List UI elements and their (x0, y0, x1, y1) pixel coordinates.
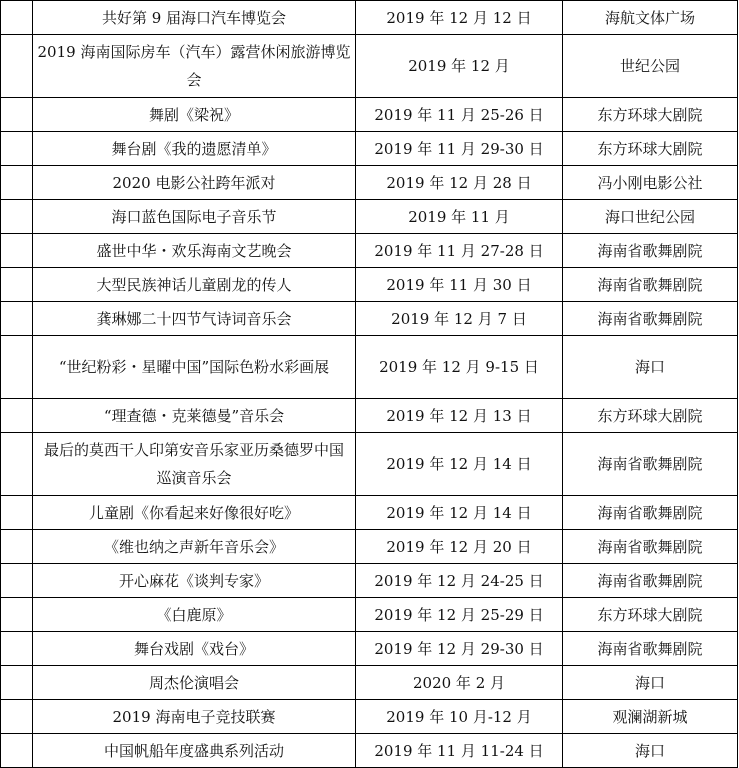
index-cell (1, 200, 33, 234)
event-name-cell: 《维也纳之声新年音乐会》 (33, 530, 356, 564)
index-cell (1, 632, 33, 666)
event-name-cell: 大型民族神话儿童剧龙的传人 (33, 268, 356, 302)
table-row (1, 433, 738, 496)
event-name-cell: 周杰伦演唱会 (33, 666, 356, 700)
events-table-body (1, 1, 738, 768)
table-row (1, 632, 738, 666)
table-row (1, 666, 738, 700)
event-venue-cell: 海南省歌舞剧院 (563, 234, 738, 268)
event-venue-cell: 海口 (563, 734, 738, 768)
index-cell (1, 598, 33, 632)
event-date-cell: 2019 年 12 月 28 日 (356, 166, 563, 200)
event-venue-cell: 冯小刚电影公社 (563, 166, 738, 200)
event-name-cell: 2020 电影公社跨年派对 (33, 166, 356, 200)
event-date-cell: 2019 年 12 月 7 日 (356, 302, 563, 336)
event-name-cell: 最后的莫西干人印第安音乐家亚历桑德罗中国巡演音乐会 (33, 433, 356, 496)
index-cell (1, 399, 33, 433)
event-date-cell: 2019 年 12 月 14 日 (356, 496, 563, 530)
event-date-cell: 2019 年 11 月 25-26 日 (356, 98, 563, 132)
event-date-cell: 2019 年 12 月 20 日 (356, 530, 563, 564)
event-date-cell: 2019 年 12 月 13 日 (356, 399, 563, 433)
index-cell (1, 166, 33, 200)
event-name-cell: 《白鹿原》 (33, 598, 356, 632)
event-name-cell: 舞剧《梁祝》 (33, 98, 356, 132)
table-row (1, 399, 738, 433)
event-date-cell: 2019 年 11 月 30 日 (356, 268, 563, 302)
event-date-cell: 2019 年 12 月 12 日 (356, 1, 563, 35)
index-cell (1, 433, 33, 496)
event-name-cell: 2019 海南国际房车（汽车）露营休闲旅游博览会 (33, 35, 356, 98)
table-row (1, 530, 738, 564)
event-name-cell: 海口蓝色国际电子音乐节 (33, 200, 356, 234)
table-row (1, 268, 738, 302)
table-row (1, 336, 738, 399)
table-row (1, 734, 738, 768)
table-row (1, 35, 738, 98)
event-name-cell: 2019 海南电子竞技联赛 (33, 700, 356, 734)
event-name-cell: 盛世中华・欢乐海南文艺晚会 (33, 234, 356, 268)
table-row (1, 98, 738, 132)
event-date-cell: 2019 年 11 月 (356, 200, 563, 234)
table-row (1, 166, 738, 200)
event-date-cell: 2019 年 11 月 29-30 日 (356, 132, 563, 166)
event-name-cell: 开心麻花《谈判专家》 (33, 564, 356, 598)
index-cell (1, 268, 33, 302)
event-venue-cell: 世纪公园 (563, 35, 738, 98)
event-date-cell: 2019 年 10 月-12 月 (356, 700, 563, 734)
index-cell (1, 1, 33, 35)
event-date-cell: 2019 年 11 月 27-28 日 (356, 234, 563, 268)
event-name-cell: 共好第 9 届海口汽车博览会 (33, 1, 356, 35)
event-venue-cell: 观澜湖新城 (563, 700, 738, 734)
event-venue-cell: 海口 (563, 336, 738, 399)
index-cell (1, 496, 33, 530)
event-venue-cell: 海口 (563, 666, 738, 700)
index-cell (1, 734, 33, 768)
event-date-cell: 2019 年 12 月 29-30 日 (356, 632, 563, 666)
table-row (1, 700, 738, 734)
event-venue-cell: 东方环球大剧院 (563, 132, 738, 166)
event-venue-cell: 海口世纪公园 (563, 200, 738, 234)
event-venue-cell: 海南省歌舞剧院 (563, 632, 738, 666)
index-cell (1, 35, 33, 98)
event-name-cell: 舞台戏剧《戏台》 (33, 632, 356, 666)
event-venue-cell: 东方环球大剧院 (563, 598, 738, 632)
table-row (1, 302, 738, 336)
index-cell (1, 234, 33, 268)
event-date-cell: 2019 年 11 月 11-24 日 (356, 734, 563, 768)
event-name-cell: 中国帆船年度盛典系列活动 (33, 734, 356, 768)
index-cell (1, 530, 33, 564)
event-venue-cell: 海南省歌舞剧院 (563, 496, 738, 530)
event-date-cell: 2020 年 2 月 (356, 666, 563, 700)
event-date-cell: 2019 年 12 月 24-25 日 (356, 564, 563, 598)
table-row (1, 234, 738, 268)
index-cell (1, 336, 33, 399)
event-venue-cell: 海南省歌舞剧院 (563, 302, 738, 336)
index-cell (1, 98, 33, 132)
event-date-cell: 2019 年 12 月 9-15 日 (356, 336, 563, 399)
event-name-cell: 舞台剧《我的遗愿清单》 (33, 132, 356, 166)
event-venue-cell: 海南省歌舞剧院 (563, 433, 738, 496)
index-cell (1, 666, 33, 700)
event-name-cell: “理查德・克莱德曼”音乐会 (33, 399, 356, 433)
index-cell (1, 302, 33, 336)
event-venue-cell: 东方环球大剧院 (563, 98, 738, 132)
event-date-cell: 2019 年 12 月 25-29 日 (356, 598, 563, 632)
event-venue-cell: 海南省歌舞剧院 (563, 268, 738, 302)
index-cell (1, 564, 33, 598)
table-row (1, 1, 738, 35)
event-name-cell: 儿童剧《你看起来好像很好吃》 (33, 496, 356, 530)
event-venue-cell: 海南省歌舞剧院 (563, 564, 738, 598)
event-date-cell: 2019 年 12 月 (356, 35, 563, 98)
table-row (1, 200, 738, 234)
event-venue-cell: 东方环球大剧院 (563, 399, 738, 433)
table-row (1, 598, 738, 632)
index-cell (1, 700, 33, 734)
event-date-cell: 2019 年 12 月 14 日 (356, 433, 563, 496)
event-venue-cell: 海航文体广场 (563, 1, 738, 35)
index-cell (1, 132, 33, 166)
table-row (1, 132, 738, 166)
event-venue-cell: 海南省歌舞剧院 (563, 530, 738, 564)
event-name-cell: “世纪粉彩・星曜中国”国际色粉水彩画展 (33, 336, 356, 399)
table-row (1, 496, 738, 530)
table-row (1, 564, 738, 598)
event-name-cell: 龚琳娜二十四节气诗词音乐会 (33, 302, 356, 336)
